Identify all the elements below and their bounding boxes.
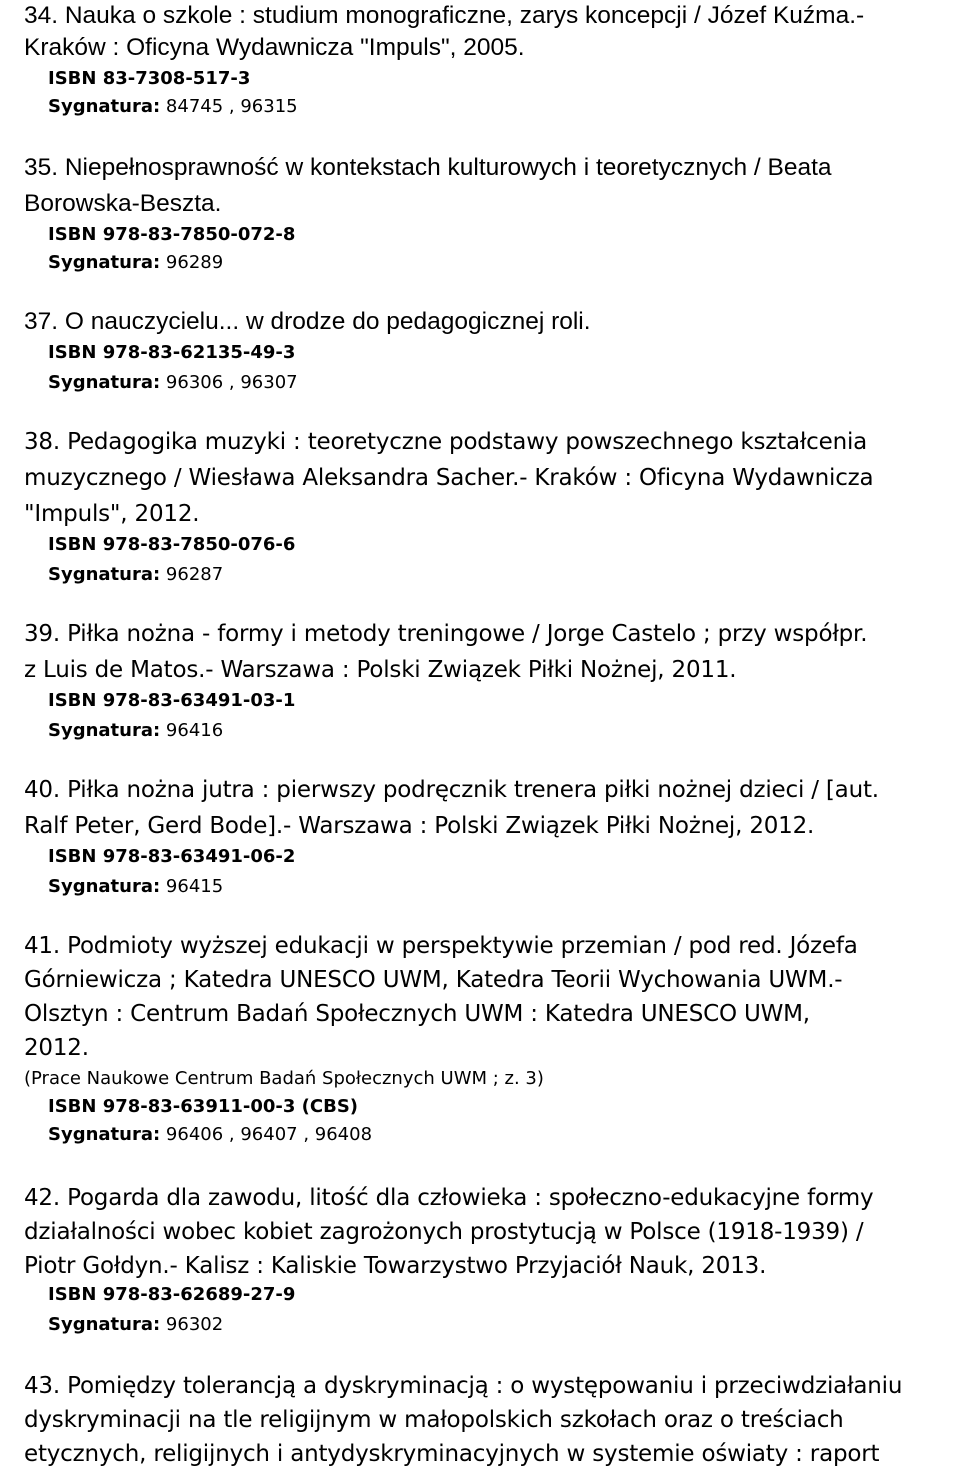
sygnatura-value: 96289 — [165, 252, 224, 273]
entry-title-line: Olsztyn : Centrum Badań Społecznych UWM : Katedra UNESCO UWM, — [24, 1001, 810, 1027]
entry-title-line: Piotr Gołdyn.- Kalisz : Kaliskie Towarzystwo Przyjaciół Nauk, 2013. — [24, 1253, 767, 1279]
entry-title-line: Górniewicza ; Katedra UNESCO UWM, Katedra Teorii Wychowania UWM.- — [24, 967, 843, 993]
entry-title-line: 35. Niepełnosprawność w kontekstach kulturowych i teoretycznych / Beata — [24, 154, 832, 181]
isbn-line: ISBN 978-83-7850-076-6 — [48, 534, 296, 555]
sygnatura-label: Sygnatura: — [48, 252, 161, 273]
entry-title-line: Ralf Peter, Gerd Bode].- Warszawa : Polski Związek Piłki Nożnej, 2012. — [24, 813, 815, 839]
sygnatura-line — [48, 370, 298, 396]
entry-title-line: 40. Piłka nożna jutra : pierwszy podręcznik trenera piłki nożnej dzieci / [aut. — [24, 777, 879, 803]
sygnatura-value: 96406 , 96407 , 96408 — [165, 1124, 373, 1145]
sygnatura-line — [48, 1312, 223, 1338]
entry-title-line: Borowska-Beszta. — [24, 190, 222, 217]
series-note: (Prace Naukowe Centrum Badań Społecznych UWM ; z. 3) — [24, 1068, 544, 1089]
entry-title-line: z Luis de Matos.- Warszawa : Polski Związek Piłki Nożnej, 2011. — [24, 657, 737, 683]
entry-title-line: 37. O nauczycielu... w drodze do pedagogicznej roli. — [24, 308, 591, 335]
sygnatura-label: Sygnatura: — [48, 372, 161, 393]
sygnatura-value: 96287 — [165, 564, 224, 585]
sygnatura-line — [48, 718, 223, 744]
entry-title-line: dyskryminacji na tle religijnym w małopolskich szkołach oraz o treściach — [24, 1407, 844, 1433]
sygnatura-value: 96302 — [165, 1314, 224, 1335]
sygnatura-value: 96415 — [165, 876, 224, 897]
sygnatura-line — [48, 94, 298, 120]
sygnatura-label: Sygnatura: — [48, 564, 161, 585]
isbn-line: ISBN 978-83-62135-49-3 — [48, 342, 296, 363]
entry-title-line: 43. Pomiędzy tolerancją a dyskryminacją : o występowaniu i przeciwdziałaniu — [24, 1373, 903, 1399]
entry-title-line: 41. Podmioty wyższej edukacji w perspektywie przemian / pod red. Józefa — [24, 933, 858, 959]
sygnatura-value: 96306 , 96307 — [165, 372, 298, 393]
sygnatura-line — [48, 874, 223, 900]
isbn-line: ISBN 978-83-63911-00-3 (CBS) — [48, 1096, 359, 1117]
isbn-line: ISBN 83-7308-517-3 — [48, 68, 251, 89]
entry-title-line: 2012. — [24, 1035, 89, 1061]
sygnatura-label: Sygnatura: — [48, 1124, 161, 1145]
isbn-line: ISBN 978-83-7850-072-8 — [48, 224, 296, 245]
entry-title-line: działalności wobec kobiet zagrożonych prostytucją w Polsce (1918-1939) / — [24, 1219, 864, 1245]
sygnatura-label: Sygnatura: — [48, 876, 161, 897]
entry-title-line: 42. Pogarda dla zawodu, litość dla człowieka : społeczno-edukacyjne formy — [24, 1185, 874, 1211]
sygnatura-label: Sygnatura: — [48, 1314, 161, 1335]
entry-title-line: "Impuls", 2012. — [24, 501, 200, 527]
entry-title-line: etycznych, religijnych i antydyskryminacyjnych w systemie oświaty : raport — [24, 1441, 880, 1467]
sygnatura-line — [48, 250, 223, 276]
entry-title-line: 39. Piłka nożna - formy i metody treningowe / Jorge Castelo ; przy współpr. — [24, 621, 868, 647]
sygnatura-label: Sygnatura: — [48, 96, 161, 117]
isbn-line: ISBN 978-83-63491-03-1 — [48, 690, 296, 711]
sygnatura-line — [48, 562, 223, 588]
isbn-line: ISBN 978-83-63491-06-2 — [48, 846, 296, 867]
sygnatura-line — [48, 1122, 372, 1148]
entry-title-line: muzycznego / Wiesława Aleksandra Sacher.- Kraków : Oficyna Wydawnicza — [24, 465, 874, 491]
isbn-line: ISBN 978-83-62689-27-9 — [48, 1284, 296, 1305]
entry-title-line: 38. Pedagogika muzyki : teoretyczne podstawy powszechnego kształcenia — [24, 429, 868, 455]
entry-title-line: Kraków : Oficyna Wydawnicza "Impuls", 2005. — [24, 34, 525, 61]
sygnatura-value: 84745 , 96315 — [165, 96, 298, 117]
sygnatura-value: 96416 — [165, 720, 224, 741]
entry-title-line: 34. Nauka o szkole : studium monograficzne, zarys koncepcji / Józef Kuźma.- — [24, 2, 865, 29]
sygnatura-label: Sygnatura: — [48, 720, 161, 741]
